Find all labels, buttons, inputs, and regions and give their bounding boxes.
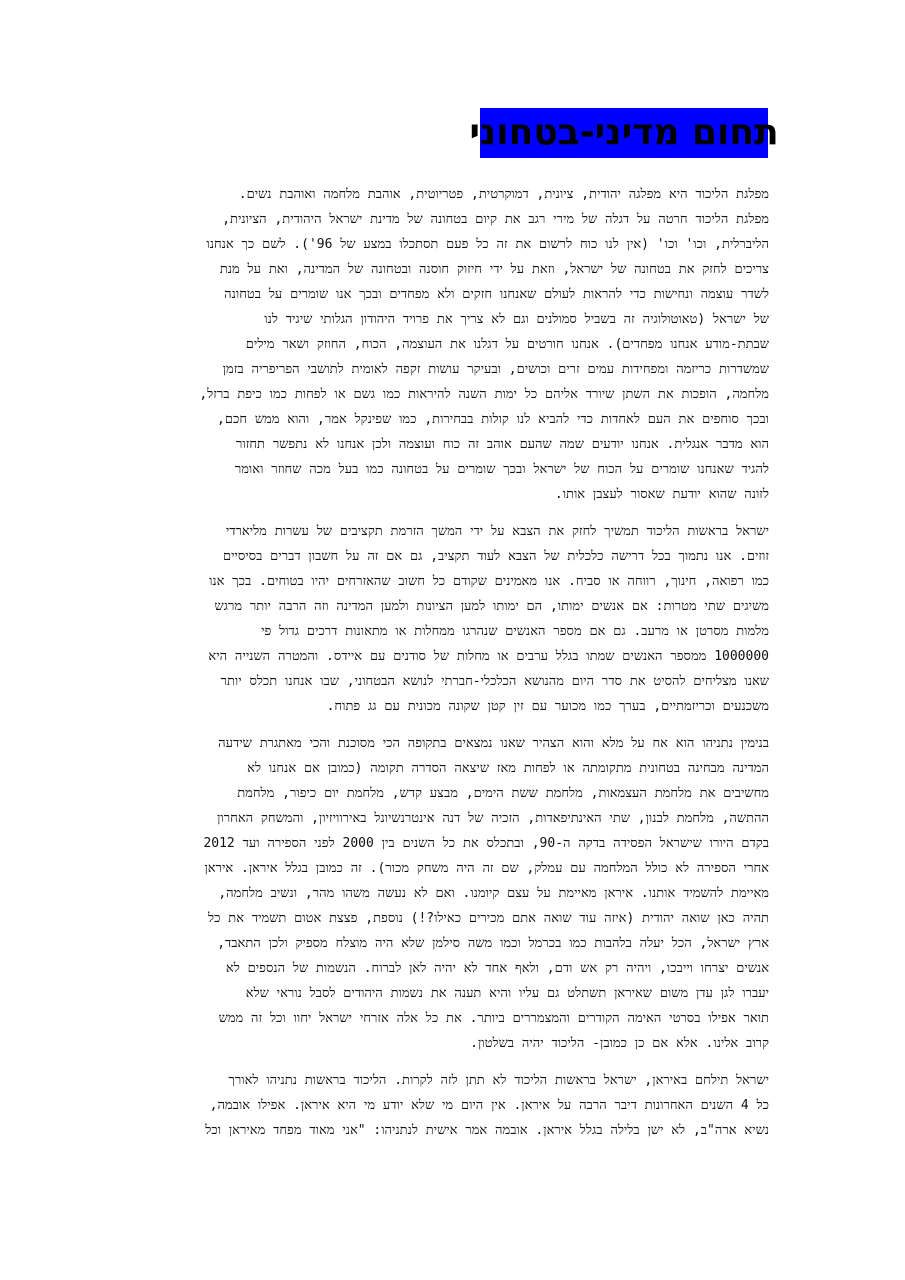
text-line: צריכים לחזק את בטחונה של ישראל, וזאת על ידי חיזוק חוסנה ובטחונה של המדינה, ואת על מנת — [219, 262, 769, 277]
text-line: ארץ ישראל, הכל יעלה בלהבות כמו בכרמל וכמו משה סילמן שלא היה מוצלח מספיק ולכן התאבד, — [217, 936, 769, 951]
text-line: נשיא ארה"ב, לא ישן בלילה בגלל איראן. אובמה אמר אישית לנתניהו: "אני מאוד מפחד מאיראן וכל — [205, 1123, 769, 1138]
text-line: של ישראל (טאוטולוגיה זה בשביל סמולנים וגם לא צריך את פרויד היהודון הגלותי שיגיד לנו — [264, 312, 769, 327]
paragraph — [139, 182, 769, 507]
section-title: תחום מדיני-בטחוני — [469, 112, 779, 153]
text-line: תואר אפילו בסרטי האימה הקודרים והמצמררים ביותר. את כל אלה אזרחי ישראל יחוו וכל זה ממש — [218, 1011, 769, 1026]
text-line: אנשים יצרחו וייבכו, ויהיה רק אש ודם, ולאף אחד לא יהיה לאן לברוח. הנשמות של הנספים לא — [225, 961, 769, 976]
text-line: ישראל תילחם באיראן, ישראל בראשות הליכוד לא תתן לזה לקרות. הליכוד בראשות נתניהו לאורך — [228, 1073, 769, 1088]
text-line: ישראל בראשות הליכוד תמשיך לחזק את הצבא על ידי המשך הזרמת תקציבים של עשרות מליארדי — [225, 524, 769, 539]
text-line: יעברו לגן עדן משום שאיראן תשתלט גם עליו והיא תענה את נשמות היהודים לסבל נוראי שלא — [245, 986, 769, 1001]
paragraph — [139, 731, 769, 1056]
text-line: קרוב אלינו. אלא אם כן כמובן- הליכוד יהיה בשלטון. — [470, 1036, 769, 1051]
text-line: בנימין נתניהו הוא אח על מלא והוא הצהיר שאנו נמצאים בתקופה הכי מסוכנת והכי מאתגרת שידעה — [218, 736, 769, 751]
text-line: ובכך סוחפים את העם לאחדות כדי להביא לנו קולות בבחירות, כמו שפינקל אמר, והוא ממש חכם, — [217, 412, 769, 427]
text-line: אחרי הספירה לא כולל המלחמה עם עמלק, שם זה היה משחק מכור). זה כמובן בגלל איראן. איראן — [204, 861, 769, 876]
text-line: מלמות מסרטן או מרעב. גם אם מספר האנשים שנהרגו ממחלות או מתאונות דרכים גדול פי — [261, 624, 769, 639]
text-line: לשדר עוצמה ונחישות כדי להראות לעולם שאנחנו חזקים ולא מפחדים ובכך אנו שומרים על בטחונה — [224, 287, 769, 302]
text-line: בקדם היורו שישראל הפסידה בדקה ה-90, ובתכלס את כל השנים בין 2000 לפני הספירה ועד 2012 — [203, 836, 769, 851]
text-line: מפלגת הליכוד חרטה על דגלה של מירי רגב את קיום בטחונה של מדינת ישראל היהודית, הציונית, — [222, 212, 769, 227]
paragraph — [139, 1068, 769, 1143]
text-line: מאיימת להשמיד אותנו. איראן מאיימת על עצם קיומנו. ואם לא נעשה משהו מהר, ונשיב מלחמה, — [218, 886, 769, 901]
text-line: מלחמה, הופכות את השתן שיורד אליהם כל ימות השנה להיראות כמו גשם או לפחות כמו כיפת ברזל, — [199, 387, 769, 402]
text-line: זוזים. אנו נתמוך בכל דרישה כלכלית של הצבא לעוד תקציב, גם אם זה על חשבון דברים בסיסיים — [222, 549, 769, 564]
section-title-box — [469, 108, 779, 158]
paragraph — [139, 519, 769, 719]
text-line: כל 4 השנים האחרונות דיבר הרבה על איראן. אין היום מי שלא יודע מי היא איראן. אפילו אובמה, — [209, 1098, 769, 1113]
text-line: המדינה מבחינה בטחונית מתקומתה או לפחות מאז שיצאה הסדרה תקומה (כמובן אם אנחנו לא — [247, 761, 769, 776]
text-line: שמשדרות כריזמה ומפחידות עמים זרים וכושים, ובעיקר עושות זקפה לאומית לתושבי הפריפריה בזמן — [222, 362, 769, 377]
text-line: שאנו מצליחים להסיט את סדר היום מהנושא הכלכלי-חברתי לנושא הבטחוני, שבו אנחנו תכלס יותר — [220, 674, 769, 689]
text-line: להגיד שאנחנו שומרים על הכוח של ישראל ובכך שומרים על בטחונה כמו בעל מכה שחוזר ואומר — [234, 462, 769, 477]
text-line: תהיה כאן שואה יהודית (איזה עוד שואה אתם מכירים כאילו?!) נוספת, פצצת אטום תשמיד את כל — [208, 911, 769, 926]
text-line: מחשיבים את מלחמת העצמאות, מלחמת ששת הימים, מבצע קדש, מלחמת יום כיפור, מלחמת — [237, 786, 769, 801]
text-line: משכנעים וכריזמתיים, בערך כמו מכוער עם זין קטן שקונה מכונית עם גג פתוח. — [326, 699, 769, 714]
text-line: שבתת-מודע אנחנו מפחדים). אנחנו חורטים על דגלנו את העוצמה, הכוח, החוזק ושאר מילים — [245, 337, 769, 352]
text-line: כמו רפואה, חינוך, רווחה או סביח. אנו מאמינים שקודם כל חשוב שהאזרחים יהיו בטוחים. בכך אנו — [209, 574, 769, 589]
document-body — [139, 182, 769, 1155]
text-line: מפלגת הליכוד היא מפלגה יהודית, ציונית, דמוקרטית, פטריוטית, אוהבת מלחמה ואוהבת נשים. — [238, 187, 769, 202]
text-line: ההתשה, מלחמת לבנון, שתי האינתיפאדות, הזכיה של דנה אינטרנשיונל באירוויזיון, והמשחק האחרון — [217, 811, 769, 826]
text-line: משיגים שתי מטרות: אם אנשים ימותו, הם ימותו למען הציונות ולמען המדינה וזה הרבה יותר מרגש — [214, 599, 769, 614]
text-line: הליברלית, וכו' וכו' (אין לנו כוח לרשום את זה כל פעם תסתכלו במצע של 96'). לשם כך אנחנו — [206, 237, 769, 252]
text-line: לזונה שהוא יודעת שאסור לעצבן אותו. — [554, 487, 769, 502]
text-line: הוא מדבר אנגלית. אנחנו יודעים שמה שהעם אוהב זה כוח ועוצמה ולכן אנחנו לא נתפשר תחזור — [236, 437, 769, 452]
text-line: 1000000 ממספר האנשים שמתו בגלל ערבים או מחלות של סודנים עם איידס. והמטרה השנייה היא — [208, 649, 769, 664]
